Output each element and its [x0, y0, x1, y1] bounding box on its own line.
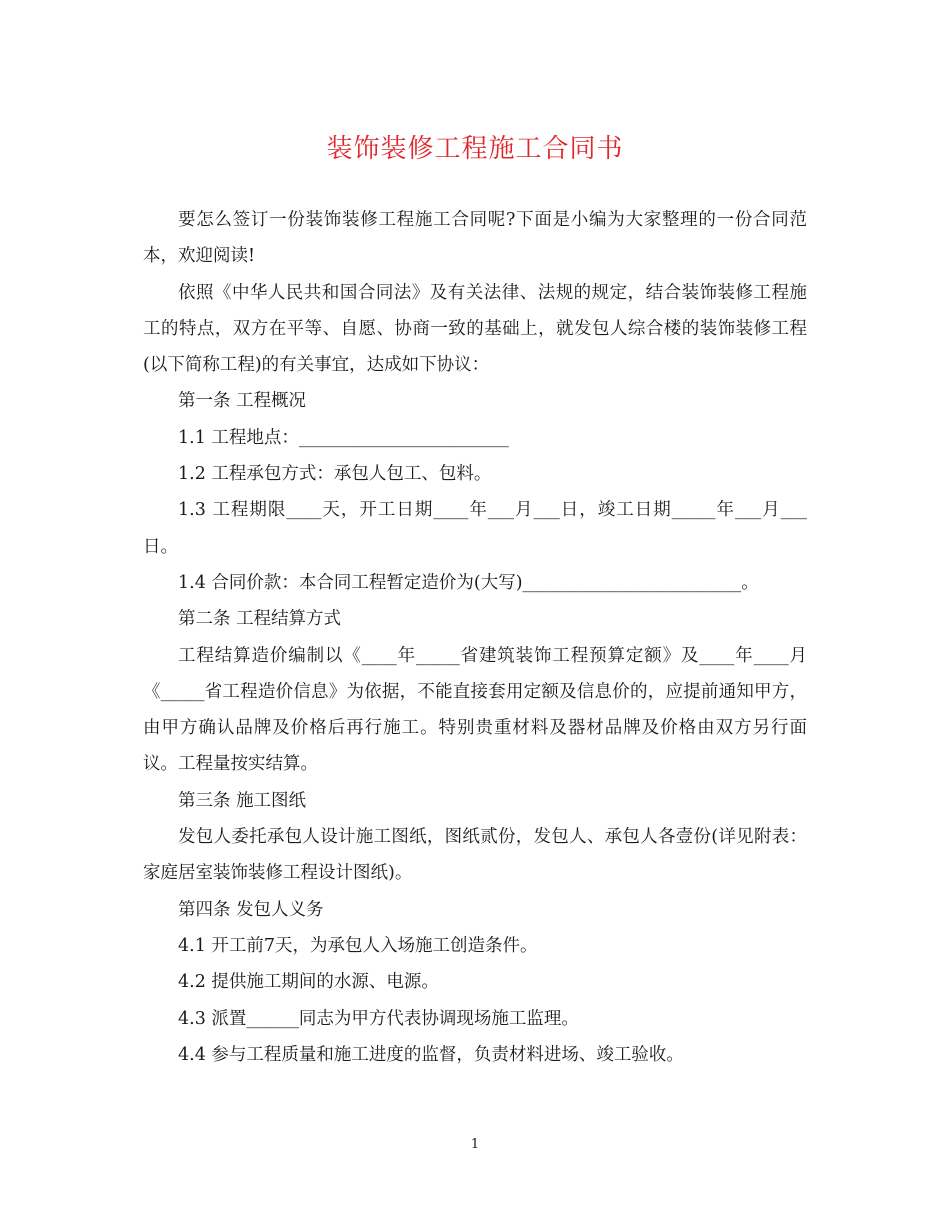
clause-1-1: 1.1 工程地点：________________________	[178, 427, 509, 448]
preamble-paragraph: 依照《中华人民共和国合同法》及有关法律、法规的规定，结合装饰装修工程施工的特点，双方在平等、自愿、协商一致的基础上，就发包人综合楼的装饰装修工程(以下简称工程)的有关事宜，达成如下协议：	[143, 282, 807, 376]
clause-1-2: 1.2 工程承包方式：承包人包工、包料。	[178, 464, 492, 485]
article-3-heading: 第三条 施工图纸	[178, 790, 307, 811]
clause-4-4: 4.4 参与工程质量和施工进度的监督，负责材料进场、竣工验收。	[178, 1044, 684, 1065]
clause-1-4: 1.4 合同价款：本合同工程暂定造价为(大写)_________________________。	[178, 572, 759, 593]
article-2-body: 工程结算造价编制以《____年_____省建筑装饰工程预算定额》及____年____月《_____省工程造价信息》为依据，不能直接套用定额及信息价的，应提前通知甲方，由甲方确认品牌及价格后再行施工。特别贵重材料及器材品牌及价格由双方另行面议。工程量按实结算。	[143, 645, 807, 775]
clause-1-3: 1.3 工程期限____天，开工日期____年___月___日，竣工日期_____年___月___日。	[143, 500, 807, 557]
clause-4-1: 4.1 开工前7天，为承包人入场施工创造条件。	[178, 935, 538, 956]
article-1-heading: 第一条 工程概况	[178, 391, 307, 412]
page-number: 1	[470, 1137, 480, 1152]
clause-4-2: 4.2 提供施工期间的水源、电源。	[178, 972, 439, 993]
document-title: 装饰装修工程施工合同书	[326, 134, 624, 164]
article-4-heading: 第四条 发包人义务	[178, 899, 324, 920]
article-3-body: 发包人委托承包人设计施工图纸，图纸贰份，发包人、承包人各壹份(详见附表：家庭居室装饰装修工程设计图纸)。	[143, 827, 807, 884]
clause-4-3: 4.3 派置______同志为甲方代表协调现场施工监理。	[178, 1008, 579, 1029]
intro-paragraph: 要怎么签订一份装饰装修工程施工合同呢?下面是小编为大家整理的一份合同范本，欢迎阅读!	[143, 210, 807, 267]
document-body	[143, 202, 807, 1073]
article-2-heading: 第二条 工程结算方式	[178, 609, 342, 630]
